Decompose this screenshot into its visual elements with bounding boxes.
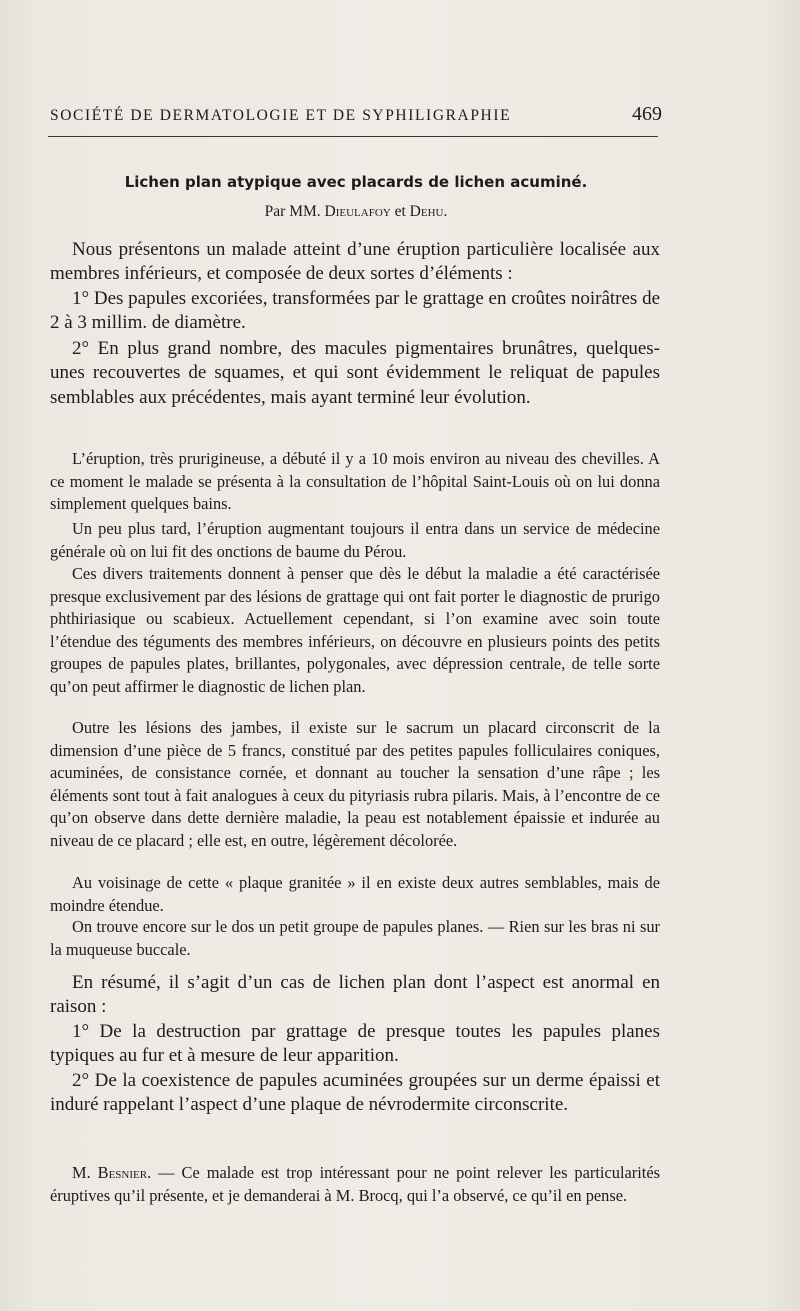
speaker-besnier: M. Besnier. xyxy=(72,1163,152,1182)
paragraph-element-1: 1° Des papules excoriées, transformées par le grattage en croûtes noirâtres de 2 à 3 millim. de diamètre. xyxy=(50,288,660,334)
paragraph-diagnosis: Ces divers traitements donnent à penser que dès le début la maladie a été caractérisée presque exclusivement par des lésions de grattage qui ont fait porter le diagnostic de prurigo phthiriasique ou scabieux. Actuellement cependant, si l’on examine avec soin toute l’étendue des téguments des membres inférieurs, on découvre en plusieurs points des petits groupes de papules plates, brillantes, polygonales, avec dépression centrale, de telle sorte qu’on peut affirmer le diagnostic de lichen plan. xyxy=(50,564,660,696)
paragraph-second-treatment: Un peu plus tard, l’éruption augmentant toujours il entra dans un service de médecine générale où on lui fit des onctions de baume du Pérou. xyxy=(50,519,660,561)
author-dehu: Dehu. xyxy=(409,203,448,220)
paragraph-summary-point-2: 2° De la coexistence de papules acuminées groupées sur un derme épaissi et induré rappelant l’aspect d’une plaque de névrodermite circonscrite. xyxy=(50,1070,660,1116)
byline xyxy=(50,203,662,221)
paragraph-summary: En résumé, il s’agit d’un cas de lichen plan dont l’aspect est anormal en raison : xyxy=(50,972,660,1018)
page-number: 469 xyxy=(632,103,662,125)
author-dieulafoy: Dieulafoy xyxy=(324,203,391,220)
article-title: Lichen plan atypique avec placards de lichen acuminé. xyxy=(124,173,588,191)
running-title: SOCIÉTÉ DE DERMATOLOGIE ET DE SYPHILIGRAPHIE xyxy=(50,107,512,124)
paragraph-back: On trouve encore sur le dos un petit groupe de papules planes. — Rien sur les bras ni sur la muqueuse buccale. xyxy=(50,917,660,959)
paragraph-neighbourhood: Au voisinage de cette « plaque granitée » il en existe deux autres semblables, mais de moindre étendue. xyxy=(50,873,660,915)
discussion-text: — Ce malade est trop intéressant pour ne point relever les particularités éruptives qu’il présente, et je demanderai à M. Brocq, qui l’a observé, ce qu’il en pense. xyxy=(50,1163,660,1205)
paragraph-sacrum: Outre les lésions des jambes, il existe sur le sacrum un placard circonscrit de la dimension d’une pièce de 5 francs, constitué par des petites papules folliculaires coniques, acuminées, de consistance cornée, et donnant au toucher la sensation d’une râpe ; les éléments sont tout à fait analogues à ceux du pityriasis rubra pilaris. Mais, à l’encontre de ce qu’on observe dans dette dernière maladie, la peau est notablement épaissie et indurée au niveau de ce placard ; elle est, en outre, légèrement décolorée. xyxy=(50,718,660,850)
header-rule xyxy=(48,136,658,137)
paragraph-intro: Nous présentons un malade atteint d’une éruption particulière localisée aux membres inférieurs, et composée de deux sortes d’éléments : xyxy=(50,239,660,285)
paragraph-element-2: 2° En plus grand nombre, des macules pigmentaires brunâtres, quelques-unes recouvertes de squames, et qui sont évidemment le reliquat de papules semblables aux précédentes, mais ayant terminé leur évolution. xyxy=(50,338,660,408)
paragraph-summary-point-1: 1° De la destruction par grattage de presque toutes les papules planes typiques au fur et à mesure de leur apparition. xyxy=(50,1021,660,1067)
byline-prefix: Par MM. xyxy=(264,203,321,220)
paragraph-history: L’éruption, très prurigineuse, a débuté il y a 10 mois environ au niveau des chevilles. A ce moment le malade se présenta à la consultation de l’hôpital Saint-Louis où on lui donna simplement quelques bains. xyxy=(50,449,660,513)
running-header xyxy=(50,103,662,126)
paragraph-discussion xyxy=(50,1162,660,1207)
byline-and: et xyxy=(394,203,406,220)
